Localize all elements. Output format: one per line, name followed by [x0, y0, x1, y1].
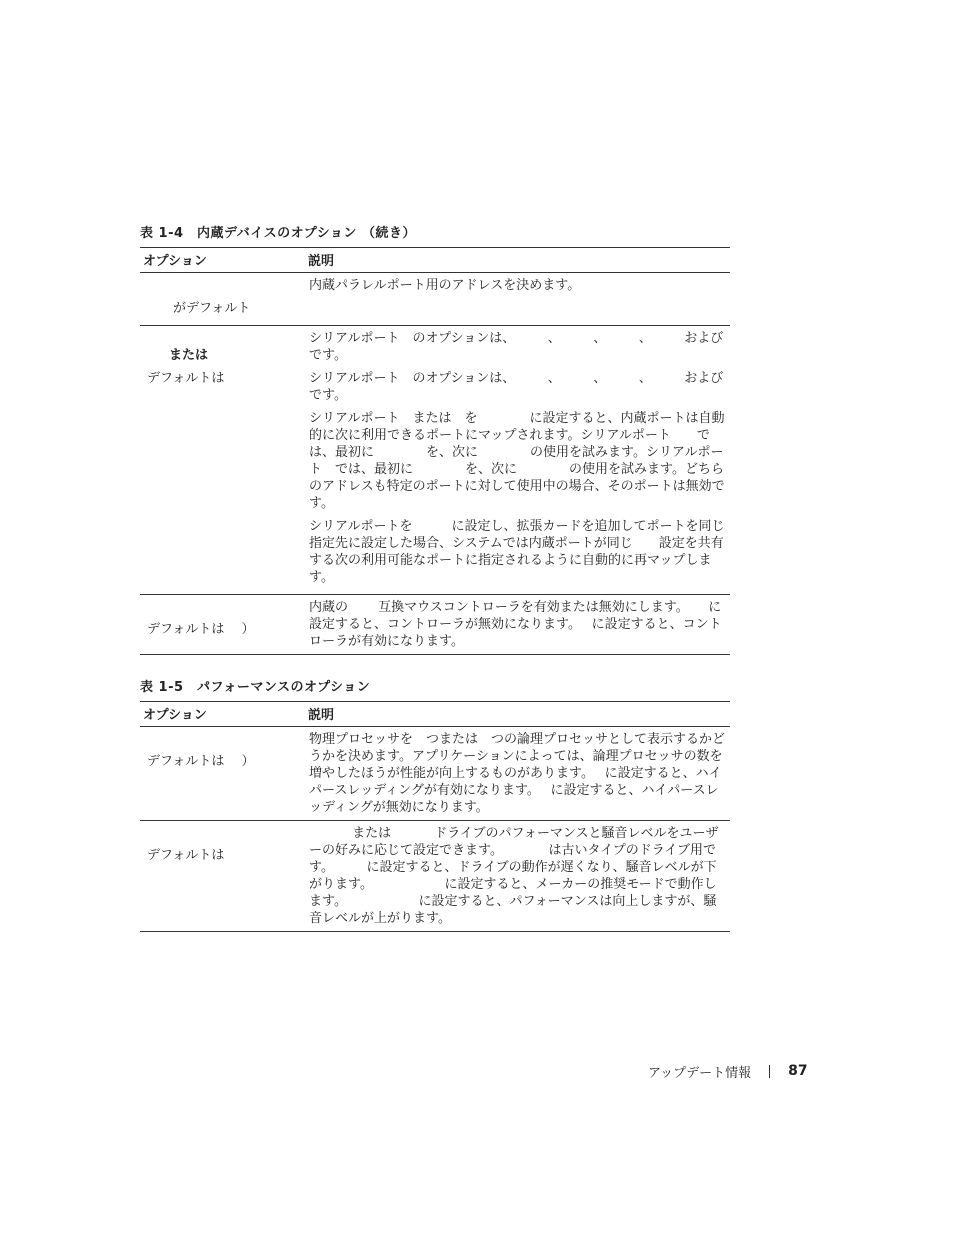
description-text: または ドライブのパフォーマンスと騒音レベルをユーザーの好みに応じて設定できます。 は古いタイプのドライブ用です。 に設定すると、ドライブの動作が遅くなり、騒音レベルが下がります。 に設定すると、メーカーの推奨モードで動作します。 に設定すると、パフォーマンスは向上しますが、騒音レベルが上がります。: [309, 826, 719, 926]
option-default-text: デフォルトは: [147, 848, 225, 863]
performance-options-table: [140, 701, 730, 932]
table-row: [140, 821, 730, 932]
option-cell: [140, 273, 305, 326]
description-text: 物理プロセッサを つまたは つの論理プロセッサとして表示するかどうかを決めます。アプリケーションによっては、論理プロセッサの数を増やしたほうが性能が向上するものがあります。 に設定すると、ハイパースレッディングが有効になります。 に設定すると、ハイパースレッディングが無効になります。: [309, 732, 726, 815]
option-default-text: デフォルトは ）: [147, 622, 255, 637]
option-cell: [140, 821, 305, 932]
table-row: [140, 595, 730, 655]
description-text: 内蔵の 互換マウスコントローラを有効または無効にします。 に設定すると、コントローラが無効になります。 に設定すると、コントローラが有効になります。: [309, 600, 722, 649]
table-row: [140, 273, 730, 326]
description-text: 内蔵パラレルポート用のアドレスを決めます。: [309, 278, 581, 293]
description-cell: [305, 821, 730, 932]
table-header-row: [140, 248, 730, 273]
description-cell: [305, 326, 750, 595]
page-number: 87: [788, 1063, 808, 1079]
table-1-5-caption: 表 1-5 パフォーマンスのオプション: [140, 680, 371, 695]
table-row: [140, 326, 730, 595]
table-header-row: [140, 702, 730, 727]
description-cell: [305, 595, 730, 655]
table-row: [140, 727, 730, 821]
option-default-text: デフォルトは: [147, 371, 225, 386]
option-or-text: または: [169, 348, 209, 363]
description-header: 説明: [305, 702, 730, 727]
option-default-text: デフォルトは ）: [147, 754, 255, 769]
description-cell: [305, 273, 730, 326]
option-header: オプション: [140, 248, 305, 273]
description-paragraph: シリアルポート のオプションは、 、 、 、 および です。: [309, 371, 750, 403]
description-paragraph: シリアルポート または を に設定すると、内蔵ポートは自動的に次に利用できるポートにマップされます。シリアルポート では、最初に を、次に の使用を試みます。シリアルポート では、最初に を、次に の使用を試みます。どちらのアドレスも特定のポートに対して使用中の場合、そのポートは無効です。: [309, 411, 725, 511]
description-cell: [305, 727, 730, 821]
description-paragraph: シリアルポート のオプションは、 、 、 、 および です。: [309, 331, 750, 363]
internal-devices-table: [140, 247, 750, 655]
description-header: 説明: [305, 248, 730, 273]
page-footer: [648, 1062, 808, 1080]
option-cell: [140, 727, 305, 821]
table-1-4-caption: 表 1-4 内蔵デバイスのオプション （続き）: [140, 226, 416, 241]
option-cell: [140, 595, 305, 655]
footer-divider: [769, 1065, 770, 1078]
footer-section-title: アップデート情報: [648, 1065, 752, 1081]
description-paragraph: シリアルポートを に設定し、拡張カードを追加してポートを同じ指定先に設定した場合、システムでは内蔵ポートが同じ 設定を共有する次の利用可能なポートに指定されるように自動的に再マップします。: [309, 519, 725, 585]
option-default-text: がデフォルト: [173, 301, 251, 316]
option-header: オプション: [140, 702, 305, 727]
option-cell: [140, 326, 305, 595]
